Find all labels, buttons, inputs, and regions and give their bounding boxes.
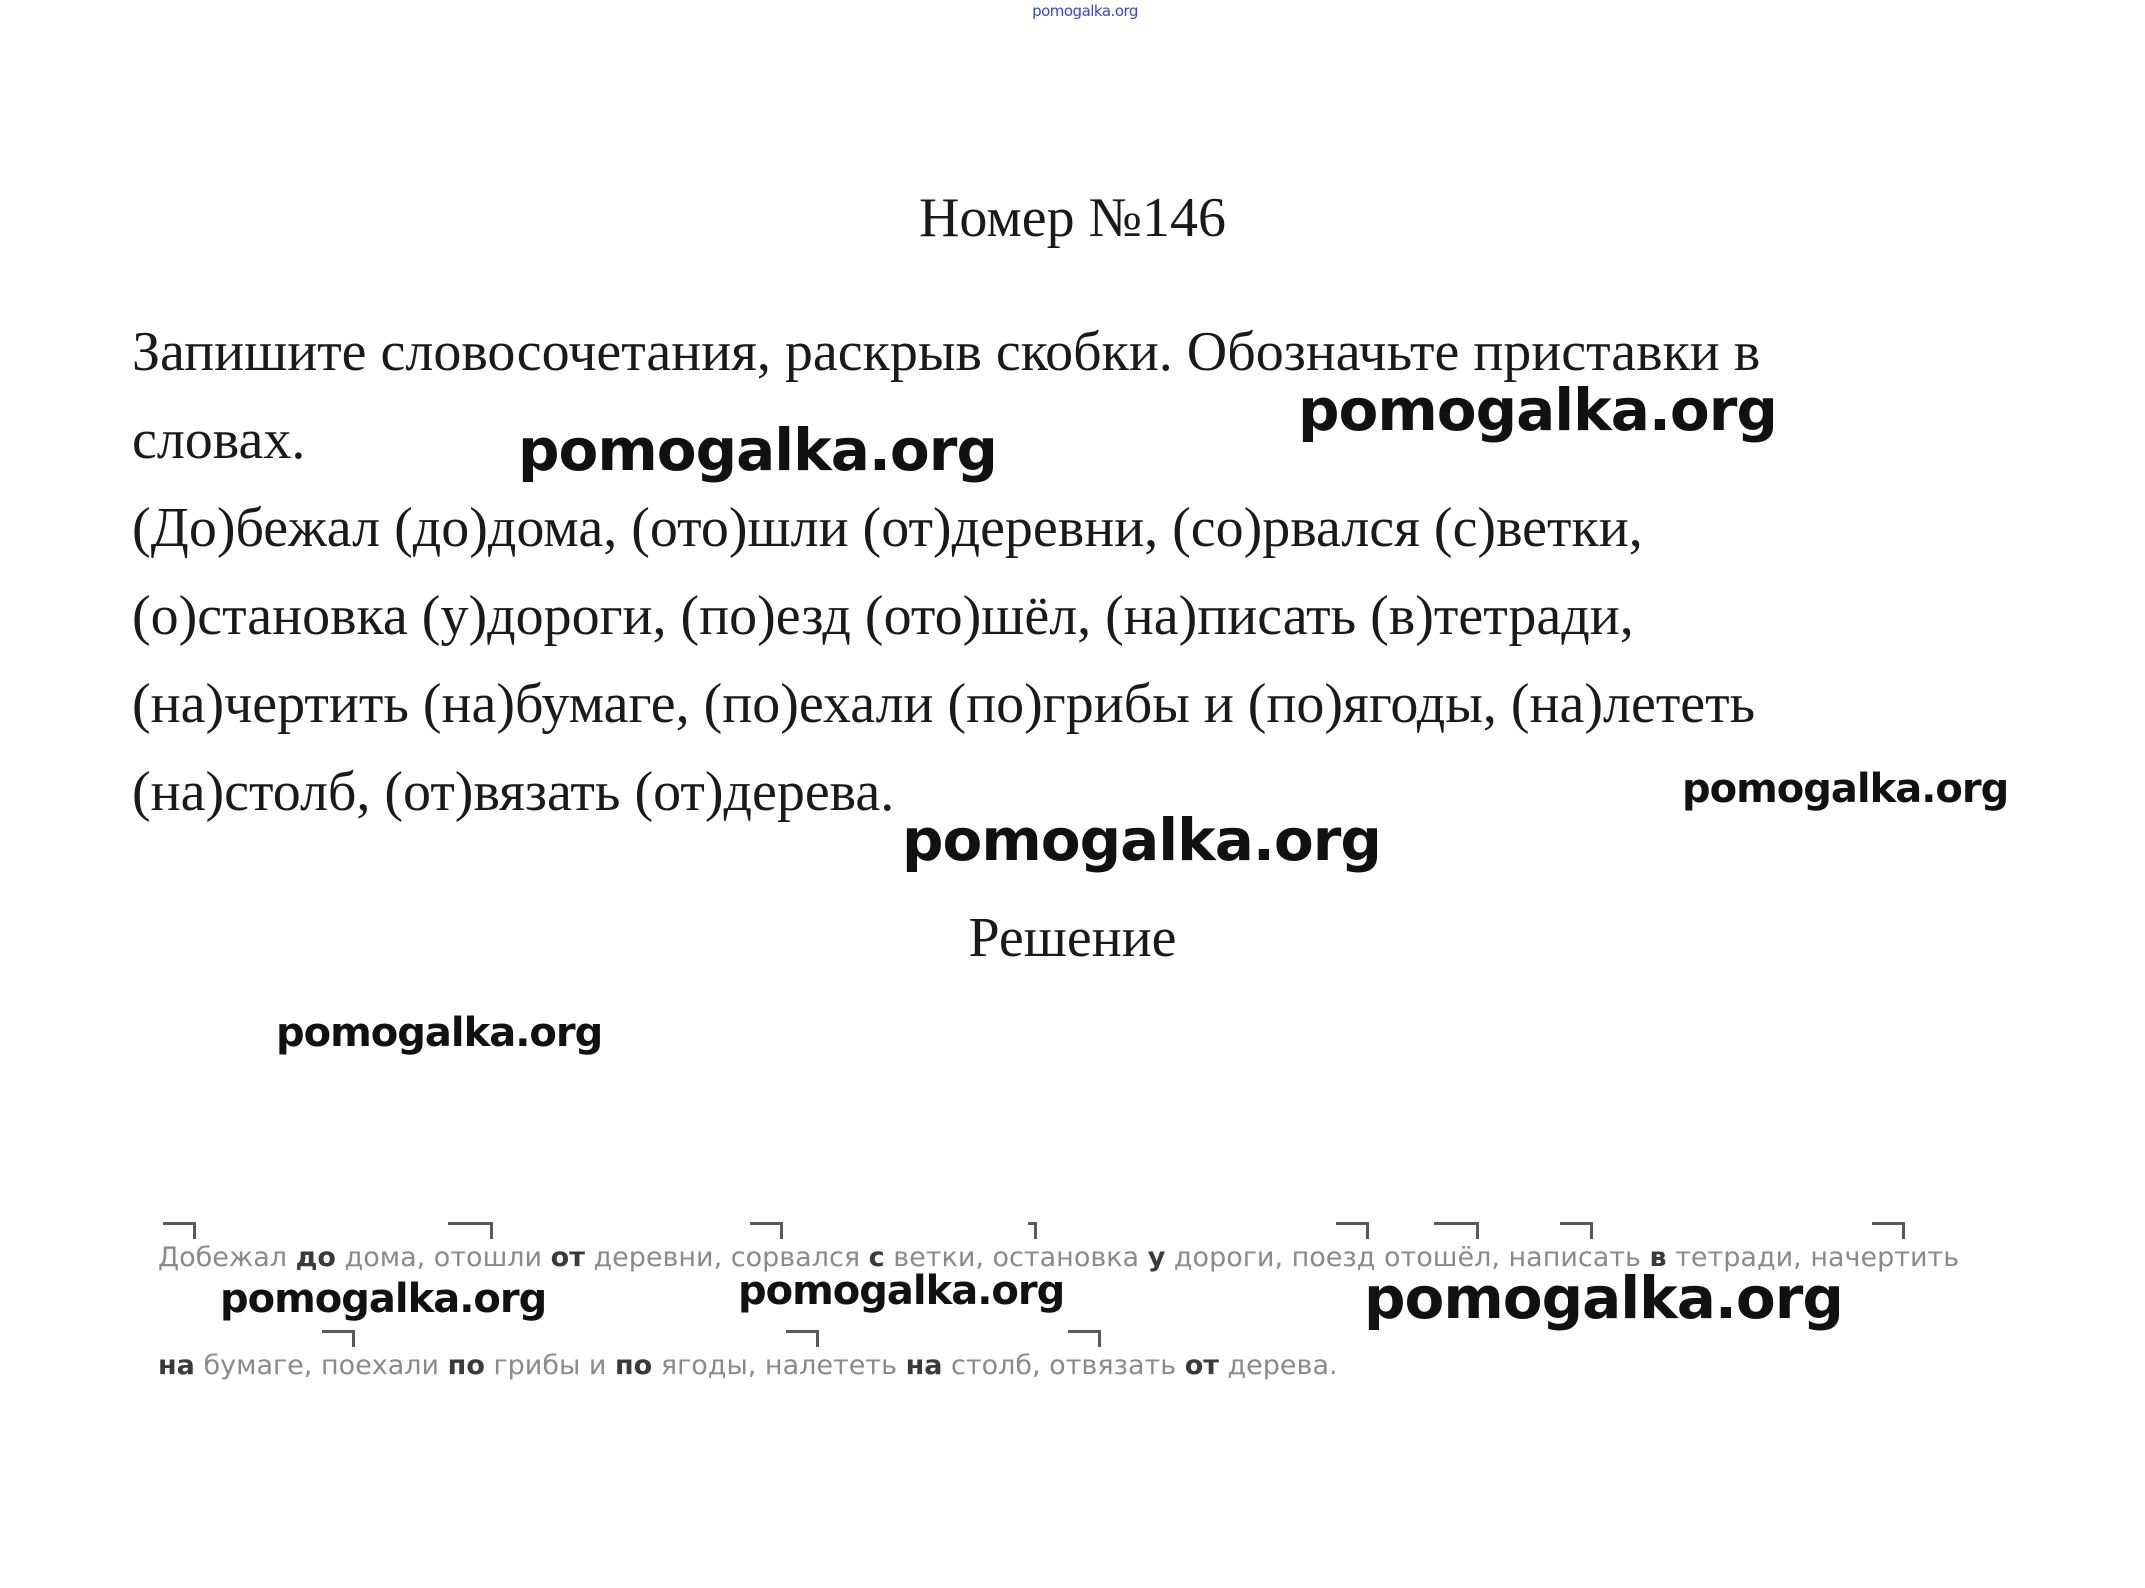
page-title: Номер №146 <box>918 187 1227 249</box>
prefix-mark <box>163 1222 196 1239</box>
prefix-mark <box>448 1222 493 1239</box>
solution-text: ягоды, налететь <box>652 1350 906 1381</box>
watermark: pomogalka.org <box>276 1010 603 1056</box>
prefix-mark <box>1434 1222 1479 1239</box>
solution-line-2 <box>158 1350 2058 1381</box>
watermark: pomogalka.org <box>220 1276 547 1322</box>
prefix-mark <box>1560 1222 1593 1239</box>
prefix-mark <box>786 1330 819 1347</box>
header-watermark: pomogalka.org <box>1032 2 1138 20</box>
task-line: (До)бежал (до)дома, (ото)шли (от)деревни, (со)рвался (с)ветки, <box>132 497 1643 559</box>
preposition-highlight: с <box>868 1242 885 1273</box>
watermark: pomogalka.org <box>1682 766 2009 812</box>
solution-heading: Решение <box>968 907 1177 969</box>
preposition-highlight: от <box>550 1242 585 1273</box>
task-line: словах. <box>132 409 306 471</box>
task-line: Запишите словосочетания, раскрыв скобки. Обозначьте приставки в <box>132 321 1761 383</box>
task-line: (на)столб, (от)вязать (от)дерева. <box>132 761 895 823</box>
preposition-highlight: на <box>905 1350 943 1381</box>
solution-text: бумаге, поехали <box>194 1350 448 1381</box>
prefix-mark <box>1872 1222 1905 1239</box>
preposition-highlight: от <box>1184 1350 1219 1381</box>
preposition-highlight: до <box>295 1242 336 1273</box>
preposition-highlight: по <box>447 1350 485 1381</box>
prefix-mark <box>1028 1222 1037 1239</box>
solution-text: грибы и <box>484 1350 616 1381</box>
preposition-highlight: на <box>158 1350 195 1381</box>
task-line: (о)становка (у)дороги, (по)езд (ото)шёл, (на)писать (в)тетради, <box>132 585 1634 647</box>
watermark: pomogalka.org <box>1298 376 1777 444</box>
watermark: pomogalka.org <box>518 416 997 484</box>
prefix-mark <box>1068 1330 1101 1347</box>
preposition-highlight: в <box>1649 1242 1667 1273</box>
prefix-mark <box>750 1222 783 1239</box>
preposition-highlight: по <box>615 1350 653 1381</box>
preposition-highlight: у <box>1147 1242 1166 1273</box>
task-line: (на)чертить (на)бумаге, (по)ехали (по)грибы и (по)ягоды, (на)лететь <box>132 673 1756 735</box>
prefix-mark <box>322 1330 355 1347</box>
solution-text: деревни, сорвался <box>584 1242 869 1273</box>
solution-text: столб, отвязать <box>942 1350 1185 1381</box>
prefix-mark <box>1336 1222 1369 1239</box>
solution-text: дороги, поезд отошёл, написать <box>1165 1242 1650 1273</box>
watermark: pomogalka.org <box>738 1268 1065 1314</box>
solution-text: дерева. <box>1218 1350 1338 1381</box>
solution-text: ветки, остановка <box>884 1242 1148 1273</box>
solution-text: Добежал <box>158 1242 296 1273</box>
solution-text: тетради, начертить <box>1666 1242 1960 1273</box>
solution-text: дома, отошли <box>335 1242 551 1273</box>
watermark: pomogalka.org <box>1364 1264 1843 1332</box>
watermark: pomogalka.org <box>902 806 1381 874</box>
